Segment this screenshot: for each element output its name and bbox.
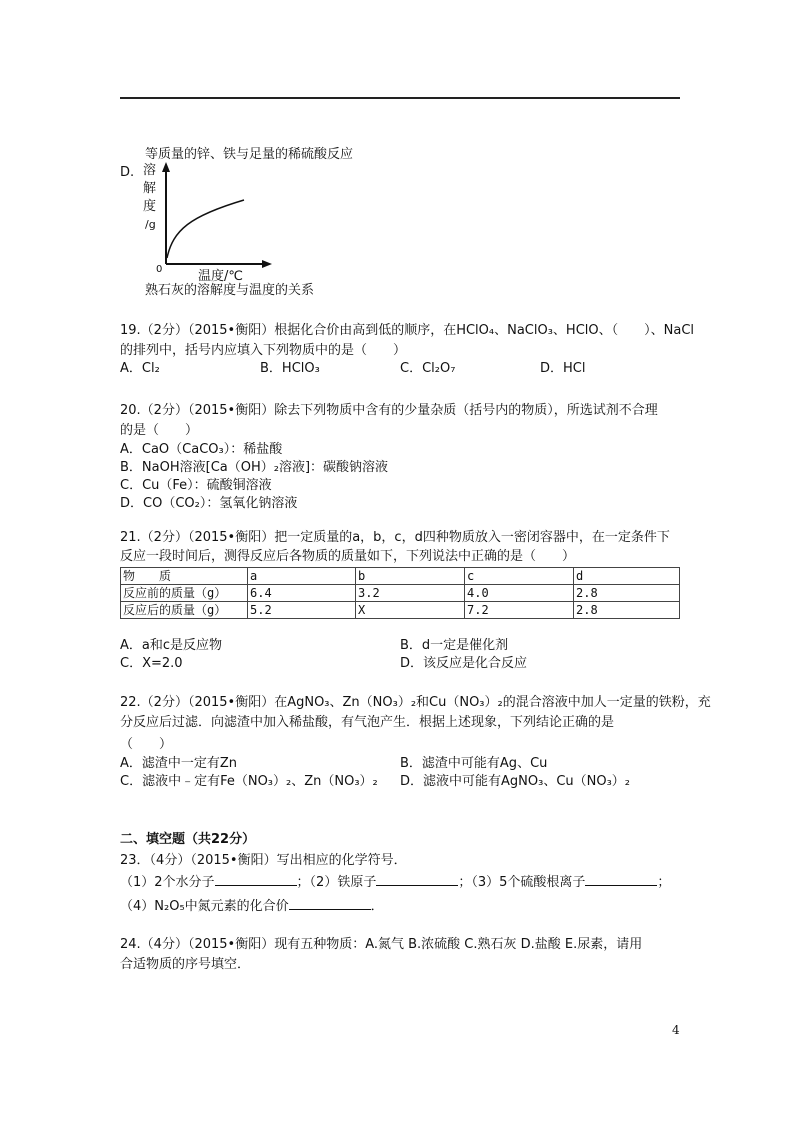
q20-stem-line2: 的是（ ） — [120, 423, 199, 438]
q22-stem-line1: 22.（2分）（2015•衡阳）在AgNO₃、Zn（NO₃）₂和Cu（NO₃）₂的混合溶液中加人一定量的铁粉，充 — [120, 695, 711, 710]
q21-option-c: C．X=2.0 — [120, 656, 183, 671]
q23-part4-end: ． — [370, 899, 384, 914]
q23-answer-blank-4[interactable] — [289, 897, 371, 910]
q21-mass-table — [120, 567, 680, 619]
table-cell: 反应前的质量（g） — [121, 585, 248, 602]
q20-option-c: C．Cu（Fe）：硫酸铜溶液 — [120, 478, 272, 493]
table-row — [121, 585, 680, 602]
y-axis-label — [143, 162, 156, 231]
q23-answer-blank-3[interactable] — [585, 873, 657, 886]
header-rule — [120, 97, 680, 99]
q23-part1-label: （1）2个水分子 — [120, 875, 215, 890]
origin-label: 0 — [156, 264, 163, 275]
x-axis-arrow — [262, 260, 272, 268]
q20-option-a: A．CaO（CaCO₃）：稀盐酸 — [120, 442, 283, 457]
q22-option-b: B．滤渣中可能有Ag、Cu — [400, 756, 548, 771]
q22-stem-line2: 分反应后过滤．向滤渣中加入稀盐酸，有气泡产生．根据上述现象，下列结论正确的是 — [120, 715, 615, 730]
q18-option-d-caption: 熟石灰的溶解度与温度的关系 — [145, 283, 315, 298]
table-cell: 5.2 — [248, 602, 356, 619]
q23-part4-line — [120, 897, 384, 915]
table-row — [121, 602, 680, 619]
q18-previous-caption: 等质量的锌、铁与足量的稀硫酸反应 — [145, 147, 354, 162]
q21-option-b: B．d一定是催化剂 — [400, 638, 509, 653]
q23-part3-label: ；（3）5个硫酸根离子 — [458, 875, 586, 890]
q18-option-d-letter: D. — [120, 165, 135, 180]
table-header-cell: c — [465, 568, 574, 585]
q22-option-a: A．滤渣中一定有Zn — [120, 756, 238, 771]
q20-option-b: B．NaOH溶液[Ca（OH）₂溶液]：碳酸钠溶液 — [120, 460, 389, 475]
q21-stem-line2: 反应一段时间后，测得反应后各物质的质量如下，下列说法中正确的是（ ） — [120, 549, 576, 564]
table-cell: 反应后的质量（g） — [121, 602, 248, 619]
q23-answer-blank-1[interactable] — [215, 873, 297, 886]
section-title: 二、填空题（共22分） — [120, 832, 256, 847]
y-label-char-2: 解 — [143, 181, 157, 196]
table-header-cell: 物 质 — [121, 568, 248, 585]
q20-stem-line1: 20.（2分）（2015•衡阳）除去下列物质中含有的少量杂质（括号内的物质），所选试剂不合理 — [120, 403, 658, 418]
y-axis-arrow — [162, 162, 170, 172]
q21-stem-line1: 21.（2分）（2015•衡阳）把一定质量的a，b，c，d四种物质放入一密闭容器中，在一定条件下 — [120, 530, 670, 545]
q23-part3-end: ； — [657, 875, 671, 890]
q21-option-a: A．a和c是反应物 — [120, 638, 223, 653]
table-cell: X — [356, 602, 465, 619]
solubility-graph — [140, 160, 280, 285]
table-cell: 4.0 — [465, 585, 574, 602]
q22-option-d: D．滤液中可能有AgNO₃、Cu（NO₃）₂ — [400, 774, 631, 789]
page-number: 4 — [672, 1023, 680, 1037]
solubility-curve — [167, 200, 244, 258]
y-label-char-3: 度 — [143, 199, 157, 214]
q19-option-d: D．HCl — [540, 361, 586, 376]
q19-option-a: A．Cl₂ — [120, 361, 160, 376]
q23-part2-label: ；（2）铁原子 — [296, 875, 377, 890]
q19-stem-line1: 19.（2分）（2015•衡阳）根据化合价由高到低的顺序，在HClO₄、NaClO₃、HClO、（ ）、NaCl — [120, 323, 695, 338]
q19-stem-line2: 的排列中，括号内应填入下列物质中的是（ ） — [120, 343, 407, 358]
q23-part4-label: （4）N₂O₅中氮元素的化合价 — [120, 899, 289, 914]
table-header-cell: b — [356, 568, 465, 585]
table-header-row — [121, 568, 680, 585]
q19-option-b: B．HClO₃ — [260, 361, 320, 376]
q19-option-c: C．Cl₂O₇ — [400, 361, 456, 376]
table-cell: 2.8 — [574, 585, 680, 602]
table-cell: 3.2 — [356, 585, 465, 602]
x-axis-label: 温度/℃ — [198, 269, 243, 284]
y-label-char-4: /g — [145, 218, 156, 231]
q21-option-d: D．该反应是化合反应 — [400, 656, 528, 671]
q22-stem-line3: （ ） — [120, 737, 173, 752]
table-cell: 7.2 — [465, 602, 574, 619]
q24-stem-line1: 24.（4分）（2015•衡阳）现有五种物质：A.氮气 B.浓硫酸 C.熟石灰 D.盐酸 E.尿素，请用 — [120, 937, 643, 952]
q23-part1-line — [120, 873, 670, 891]
table-cell: 2.8 — [574, 602, 680, 619]
table-header-cell: a — [248, 568, 356, 585]
table-header-cell: d — [574, 568, 680, 585]
q23-answer-blank-2[interactable] — [376, 873, 458, 886]
q23-stem: 23．（4分）（2015•衡阳）写出相应的化学符号． — [120, 853, 407, 868]
q20-option-d: D．CO（CO₂）：氢氧化钠溶液 — [120, 496, 298, 511]
y-label-char-1: 溶 — [143, 163, 157, 178]
q22-option-c: C．滤液中﹣定有Fe（NO₃）₂、Zn（NO₃）₂ — [120, 774, 378, 789]
table-cell: 6.4 — [248, 585, 356, 602]
q24-stem-line2: 合适物质的序号填空． — [120, 957, 251, 972]
